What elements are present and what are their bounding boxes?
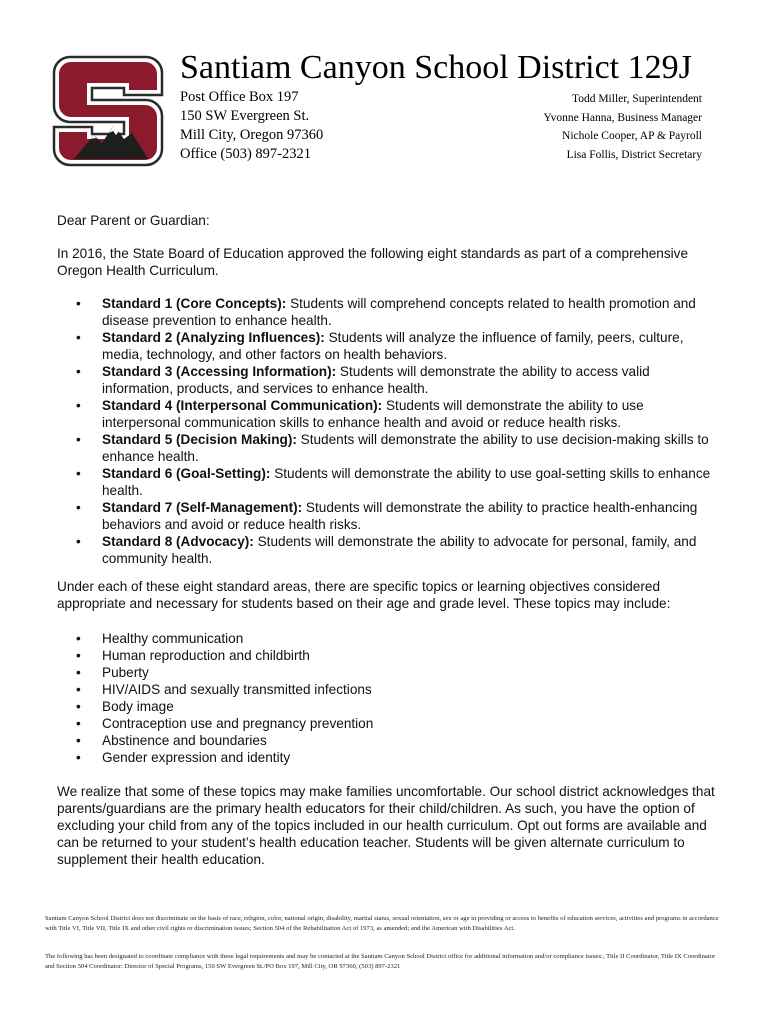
standard-text: Students will analyze the influence of family, peers, culture, media, technology, and other factors on health behaviors.	[102, 330, 684, 362]
topic-item: • Body image	[57, 698, 717, 715]
standard-text: Students will demonstrate the ability to access valid information, products, and services to enhance health.	[102, 364, 650, 396]
topics-intro: Under each of these eight standard areas, there are specific topics or learning objectives considered appropriate and necessary for students based on their age and grade level. These topics may include:	[57, 579, 671, 611]
staff-payroll: Nichole Cooper, AP & Payroll	[562, 130, 702, 142]
standard-text: Students will demonstrate the ability to advocate for personal, family, and community health.	[102, 534, 697, 566]
standard-title: Standard 4 (Interpersonal Communication):	[102, 398, 383, 413]
standard-text: Students will comprehend concepts related to health promotion and disease prevention to enhance health.	[102, 296, 696, 328]
standard-title: Standard 3 (Accessing Information):	[102, 364, 337, 379]
standard-text: Students will demonstrate the ability to use interpersonal communication skills to enhance health and avoid or reduce health risks.	[102, 398, 644, 430]
address-city: Mill City, Oregon 97360	[180, 127, 324, 143]
letter-intro: In 2016, the State Board of Education approved the following eight standards as part of a comprehensive Oregon Health Curriculum.	[57, 246, 689, 278]
address-phone: Office (503) 897-2321	[180, 146, 312, 162]
topic-item: • Human reproduction and childbirth	[57, 647, 717, 664]
staff-secretary: Lisa Follis, District Secretary	[566, 148, 702, 161]
standard-item	[57, 397, 717, 431]
district-address-block	[180, 88, 323, 164]
standards-list	[57, 295, 717, 567]
standard-title: Standard 7 (Self-Management):	[102, 500, 303, 515]
topic-item: • Gender expression and identity	[57, 749, 717, 766]
address-po-box: Post Office Box 197	[180, 89, 299, 105]
standard-item	[57, 499, 717, 533]
standard-item	[57, 533, 717, 567]
standard-text: Students will demonstrate the ability to practice health-enhancing behaviors and avoid or reduce health risks.	[102, 500, 698, 532]
topic-item: • HIV/AIDS and sexually transmitted infections	[57, 681, 717, 698]
staff-business-manager: Yvonne Hanna, Business Manager	[543, 111, 702, 124]
standard-title: Standard 5 (Decision Making):	[102, 432, 297, 447]
standard-item	[57, 363, 717, 397]
topic-item: • Abstinence and boundaries	[57, 732, 717, 749]
topic-item: • Contraception use and pregnancy prevention	[57, 715, 717, 732]
standard-item	[57, 295, 717, 329]
topics-list	[57, 630, 717, 766]
compliance-coordinator-notice: The following has been designated to coordinate compliance with these legal requirements and may be contacted at the Santiam Canyon School District office for additional information and/or compliance issues:, Title II Coordinator, Title IX Coordinator and Section 504 Coordinator: Director of Special Programs, 150 SW Evergreen St./PO Box 197, Mill City, OR 97360, (503) 897-2321	[45, 953, 716, 970]
standard-item	[57, 431, 717, 465]
standard-title: Standard 2 (Analyzing Influences):	[102, 330, 325, 345]
staff-superintendent: Todd Miller, Superintendent	[571, 93, 702, 105]
standard-item	[57, 329, 717, 363]
letter-greeting: Dear Parent or Guardian:	[57, 213, 210, 228]
standard-text: Students will demonstrate the ability to use goal-setting skills to enhance health.	[102, 466, 711, 498]
standard-item	[57, 465, 717, 499]
district-name-heading: Santiam Canyon School District 129J	[180, 49, 692, 86]
standard-text: Students will demonstrate the ability to use decision-making skills to enhance health.	[102, 432, 709, 464]
district-staff-block	[543, 90, 702, 164]
standard-title: Standard 6 (Goal-Setting):	[102, 466, 271, 481]
district-logo	[52, 55, 164, 167]
standard-title: Standard 1 (Core Concepts):	[102, 296, 287, 311]
topic-item: • Healthy communication	[57, 630, 717, 647]
standard-title: Standard 8 (Advocacy):	[102, 534, 254, 549]
letter-closing: We realize that some of these topics may make families uncomfortable. Our school district acknowledges that parents/guardians are the primary health educators for their child/children. As such, you have the option of excluding your child from any of the topics included in our health curriculum. Opt out forms are available and can be returned to your student’s health education teacher. Students will be given alternate curriculum to supplement their health education.	[57, 784, 715, 867]
nondiscrimination-notice: Santiam Canyon School District does not discriminate on the basis of race, religion, color, national origin, disability, marital status, sexual orientation, sex or age in providing or access to benefits of education services, activities and programs in accordance with Title VI, Title VII, Title IX and other civil rights or discrimination issues; Section 504 of the Rehabilitation Act of 1973, as amended; and the American with Disabilities Act.	[45, 915, 719, 932]
address-street: 150 SW Evergreen St.	[180, 108, 310, 124]
topic-item: • Puberty	[57, 664, 717, 681]
